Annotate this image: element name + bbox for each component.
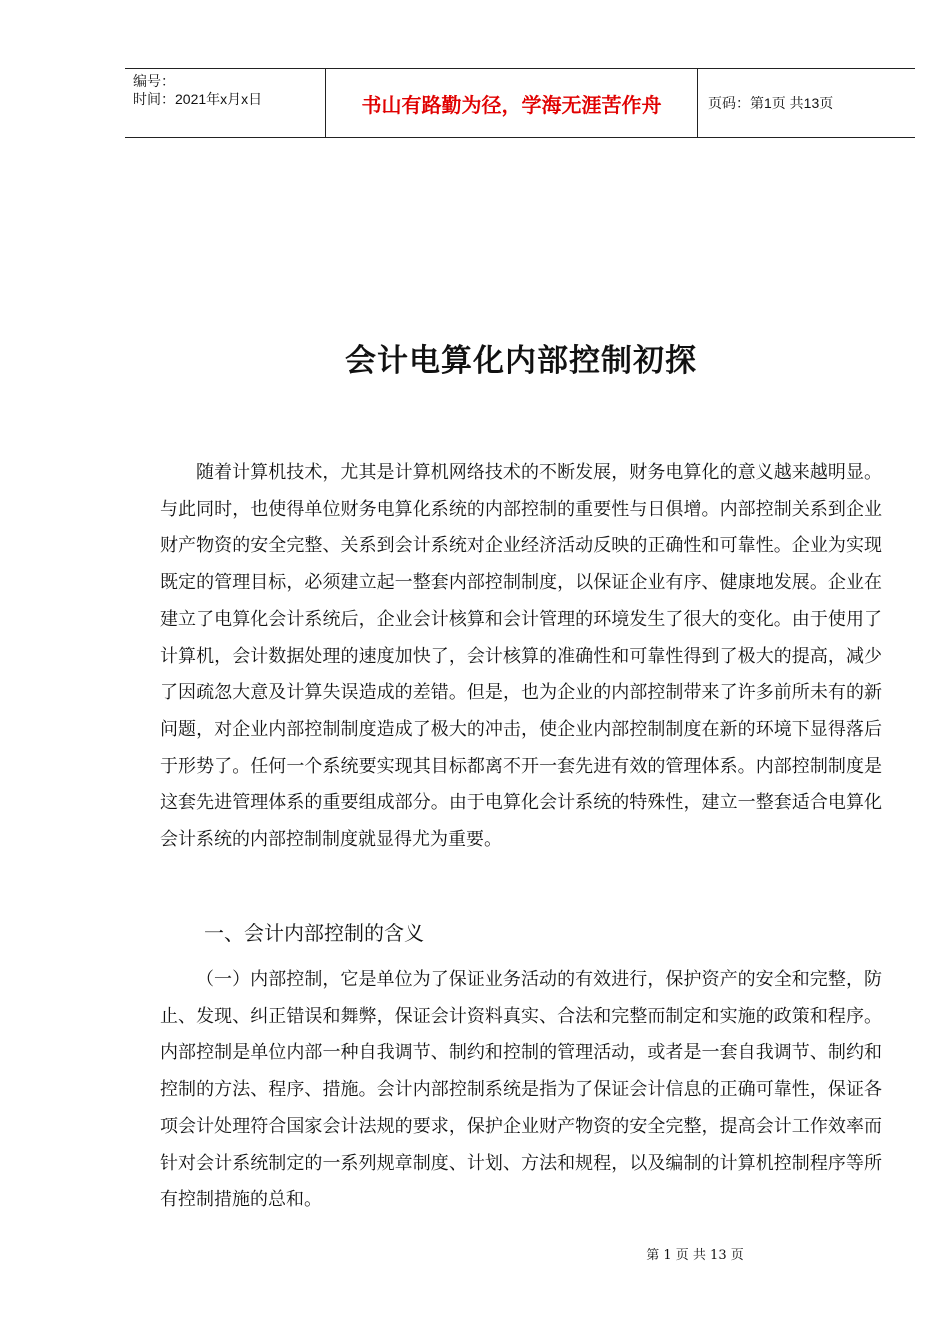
header-table [125,68,915,138]
document-title-wrapper [0,335,950,380]
document-time-label: 时间：2021年x月x日 [133,91,263,107]
section-heading: 一、会计内部控制的含义 [204,921,424,945]
header-motto: 书山有路勤为径，学海无涯苦作舟 [326,69,698,137]
header-meta-cell [125,69,326,137]
document-number-label: 编号： [133,73,175,89]
document-title: 会计电算化内部控制初探 [345,343,697,379]
page-footer-wrapper [0,1244,950,1263]
paragraph-definition: （一）内部控制，它是单位为了保证业务活动的有效进行，保护资产的安全和完整，防止、发现、纠正错误和舞弊，保证会计资料真实、合法和完整而制定和实施的政策和程序。内部控制是单位内部一种自我调节、制约和控制的管理活动，或者是一套自我调节、制约和控制的方法、程序、措施。会计内部控制系统是指为了保证会计信息的正确可靠性，保证各项会计处理符合国家会计法规的要求，保护企业财产物资的安全完整，提高会计工作效率而针对会计系统制定的一系列规章制度、计划、方法和规程，以及编制的计算机控制程序等所有控制措施的总和。 [160,969,882,1211]
header-page-info: 页码：第1页 共13页 [708,95,834,111]
paragraph-intro: 随着计算机技术，尤其是计算机网络技术的不断发展，财务电算化的意义越来越明显。与此同时，也使得单位财务电算化系统的内部控制的重要性与日俱增。内部控制关系到企业财产物资的安全完整、关系到会计系统对企业经济活动反映的正确性和可靠性。企业为实现既定的管理目标，必须建立起一整套内部控制制度，以保证企业有序、健康地发展。企业在建立了电算化会计系统后，企业会计核算和会计管理的环境发生了很大的变化。由于使用了计算机，会计数据处理的速度加快了，会计核算的准确性和可靠性得到了极大的提高，减少了因疏忽大意及计算失误造成的差错。但是，也为企业的内部控制带来了许多前所未有的新问题，对企业内部控制制度造成了极大的冲击，使企业内部控制制度在新的环境下显得落后于形势了。任何一个系统要实现其目标都离不开一套先进有效的管理体系。内部控制制度是这套先进管理体系的重要组成部分。由于电算化会计系统的特殊性，建立一整套适合电算化会计系统的内部控制制度就显得尤为重要。 [160,462,882,851]
page-footer: 第 1 页 共 13 页 [646,1248,744,1263]
